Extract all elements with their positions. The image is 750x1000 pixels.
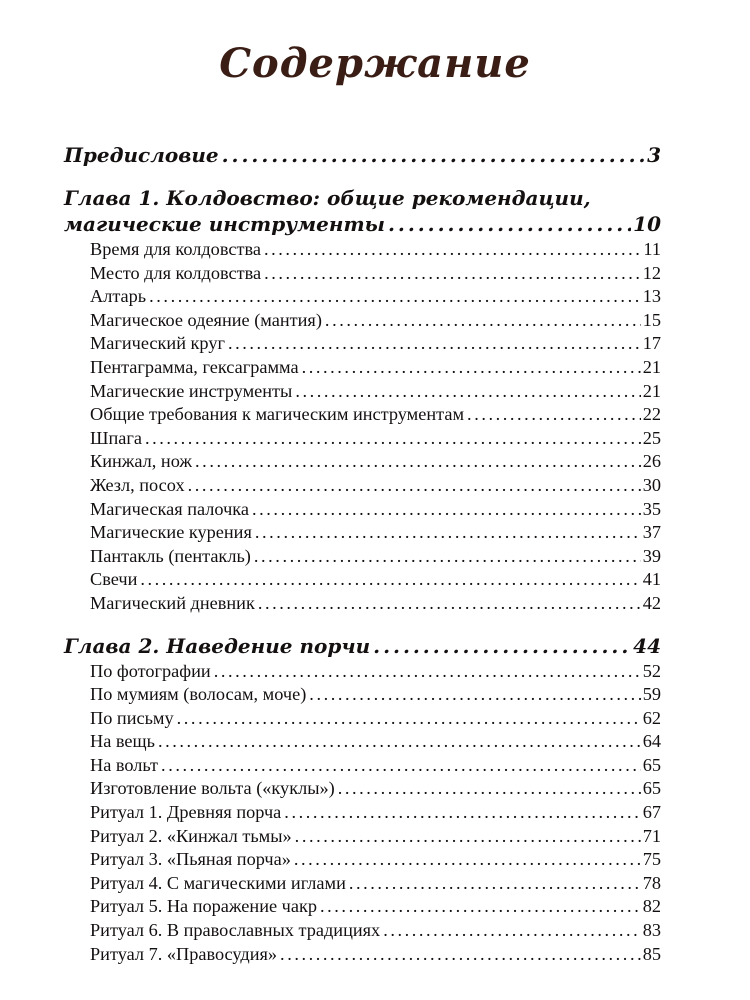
toc-item-page: 67 — [642, 802, 661, 823]
toc-item-label: Общие требования к магическим инструментам — [90, 404, 465, 425]
toc-item-page: 17 — [642, 333, 661, 354]
toc-item-page: 41 — [642, 569, 661, 590]
toc-item-page: 30 — [642, 474, 661, 495]
toc-item — [64, 450, 661, 474]
dot-leader — [294, 848, 641, 872]
toc-item — [64, 848, 661, 872]
dot-leader — [177, 707, 641, 731]
dot-leader — [373, 633, 631, 659]
dot-leader — [388, 211, 631, 237]
dot-leader — [149, 285, 641, 309]
toc-entry-preface — [64, 142, 661, 168]
dot-leader — [264, 238, 641, 262]
toc-item-label: Магический круг — [90, 333, 225, 354]
dot-leader — [188, 474, 641, 498]
dot-leader — [140, 568, 640, 592]
toc-item-label: На вольт — [90, 754, 159, 775]
toc-item-page: 21 — [642, 356, 661, 377]
toc-item-label: Жезл, посох — [90, 474, 185, 495]
dot-leader — [161, 754, 641, 778]
toc-item-label: Изготовление вольта («куклы») — [90, 778, 335, 799]
preface-page: 3 — [647, 143, 661, 167]
chapter-1-heading-line-2: магические инструменты — [64, 212, 385, 236]
toc-item-label: Магический дневник — [90, 592, 255, 613]
toc-item — [64, 545, 661, 569]
toc-item-label: Алтарь — [90, 286, 147, 307]
toc-item-page: 59 — [642, 684, 661, 705]
toc-item-label: Магическая палочка — [90, 498, 249, 519]
toc-item — [64, 592, 661, 616]
chapter-1-heading-line-1: Глава 1. Колдовство: общие рекомендации, — [64, 186, 591, 210]
dot-leader — [467, 403, 641, 427]
dot-leader — [255, 521, 641, 545]
toc-entry-chapter-2 — [64, 633, 661, 659]
toc-item-label: Шпага — [90, 427, 142, 448]
toc-item — [64, 683, 661, 707]
toc-item — [64, 568, 661, 592]
dot-leader — [325, 309, 641, 333]
dot-leader — [284, 801, 640, 825]
toc-item — [64, 332, 661, 356]
toc-item — [64, 895, 661, 919]
toc-item — [64, 943, 661, 967]
toc-item-page: 39 — [642, 545, 661, 566]
dot-leader — [338, 777, 641, 801]
toc-item-page: 26 — [642, 451, 661, 472]
dot-leader — [295, 825, 641, 849]
toc-item-page: 11 — [643, 239, 661, 259]
toc-item-label: По мумиям (волосам, моче) — [90, 684, 307, 705]
toc-item-page: 13 — [642, 286, 661, 307]
toc-item — [64, 403, 661, 427]
toc-item-label: Место для колдовства — [90, 262, 262, 283]
toc-item-page: 21 — [642, 380, 661, 401]
toc-item-label: Кинжал, нож — [90, 451, 193, 472]
toc-item — [64, 262, 661, 286]
toc-item-page: 75 — [642, 849, 661, 870]
toc-item-label: На вещь — [90, 731, 155, 752]
toc-item-label: Пантакль (пентакль) — [90, 545, 251, 566]
toc-item-page: 82 — [642, 896, 661, 917]
toc-item-label: Ритуал 4. С магическими иглами — [90, 872, 346, 893]
toc-item — [64, 380, 661, 404]
toc-item-page: 15 — [642, 309, 661, 330]
dot-leader — [195, 450, 641, 474]
toc-entry-chapter-1 — [64, 185, 661, 237]
dot-leader — [145, 427, 641, 451]
page-title: Содержание — [219, 40, 531, 87]
dot-leader — [349, 872, 641, 896]
dot-leader — [214, 660, 641, 684]
toc-item-label: Ритуал 5. На поражение чакр — [90, 896, 317, 917]
toc-item-page: 65 — [642, 754, 661, 775]
dot-leader — [295, 380, 640, 404]
toc-item-page: 12 — [642, 262, 661, 283]
chapter-1-items — [64, 238, 661, 616]
toc-item-page: 65 — [642, 778, 661, 799]
toc-item — [64, 777, 661, 801]
toc-item-page: 52 — [642, 660, 661, 681]
toc-item — [64, 285, 661, 309]
dot-leader — [264, 262, 641, 286]
toc-item-label: Пентаграмма, гексаграмма — [90, 356, 299, 377]
toc-item — [64, 919, 661, 943]
toc-item-page: 25 — [642, 427, 661, 448]
preface-label: Предисловие — [64, 143, 219, 167]
toc-item-page: 62 — [642, 707, 661, 728]
toc-item — [64, 872, 661, 896]
toc-item — [64, 660, 661, 684]
toc-item-label: Ритуал 3. «Пьяная порча» — [90, 849, 291, 870]
toc-item — [64, 801, 661, 825]
toc-item-label: Ритуал 7. «Правосудия» — [90, 943, 278, 964]
dot-leader — [302, 356, 641, 380]
toc-item — [64, 754, 661, 778]
toc-item-label: Время для колдовства — [90, 239, 261, 259]
dot-leader — [252, 498, 641, 522]
toc-item — [64, 730, 661, 754]
toc-item-label: По фотографии — [90, 660, 211, 681]
chapter-1-page: 10 — [633, 212, 661, 236]
toc-item-label: Свечи — [90, 569, 138, 590]
toc-item-label: Ритуал 1. Древняя порча — [90, 802, 282, 823]
toc-item-page: 78 — [642, 872, 661, 893]
toc-item — [64, 825, 661, 849]
toc-item — [64, 474, 661, 498]
toc-item-label: Магическое одеяние (мантия) — [90, 309, 322, 330]
toc-item-label: Ритуал 6. В православных традициях — [90, 920, 381, 941]
toc-item-page: 64 — [642, 731, 661, 752]
toc-item — [64, 707, 661, 731]
toc-item — [64, 238, 661, 262]
toc-item — [64, 521, 661, 545]
dot-leader — [228, 332, 641, 356]
toc-item-label: Магические инструменты — [90, 380, 293, 401]
dot-leader — [258, 592, 641, 616]
toc-item — [64, 309, 661, 333]
toc-item — [64, 498, 661, 522]
dot-leader — [254, 545, 641, 569]
chapter-2-heading: Глава 2. Наведение порчи — [64, 633, 371, 658]
toc-item-page: 85 — [642, 943, 661, 964]
dot-leader — [320, 895, 641, 919]
dot-leader — [222, 142, 645, 168]
toc-item-label: Магические курения — [90, 522, 252, 543]
dot-leader — [383, 919, 641, 943]
toc-item-label: По письму — [90, 707, 174, 728]
toc-item-page: 22 — [642, 404, 661, 425]
toc-item-label: Ритуал 2. «Кинжал тьмы» — [90, 825, 292, 846]
toc-item-page: 71 — [642, 825, 661, 846]
chapter-2-items — [64, 660, 661, 967]
toc-item — [64, 356, 661, 380]
dot-leader — [158, 730, 641, 754]
dot-leader — [309, 683, 640, 707]
dot-leader — [280, 943, 641, 967]
toc-item-page: 83 — [642, 920, 661, 941]
toc-item-page: 37 — [642, 522, 661, 543]
table-of-contents — [64, 140, 661, 966]
toc-item-page: 35 — [642, 498, 661, 519]
toc-item — [64, 427, 661, 451]
toc-item-page: 42 — [642, 592, 661, 613]
chapter-2-page: 44 — [633, 633, 661, 658]
